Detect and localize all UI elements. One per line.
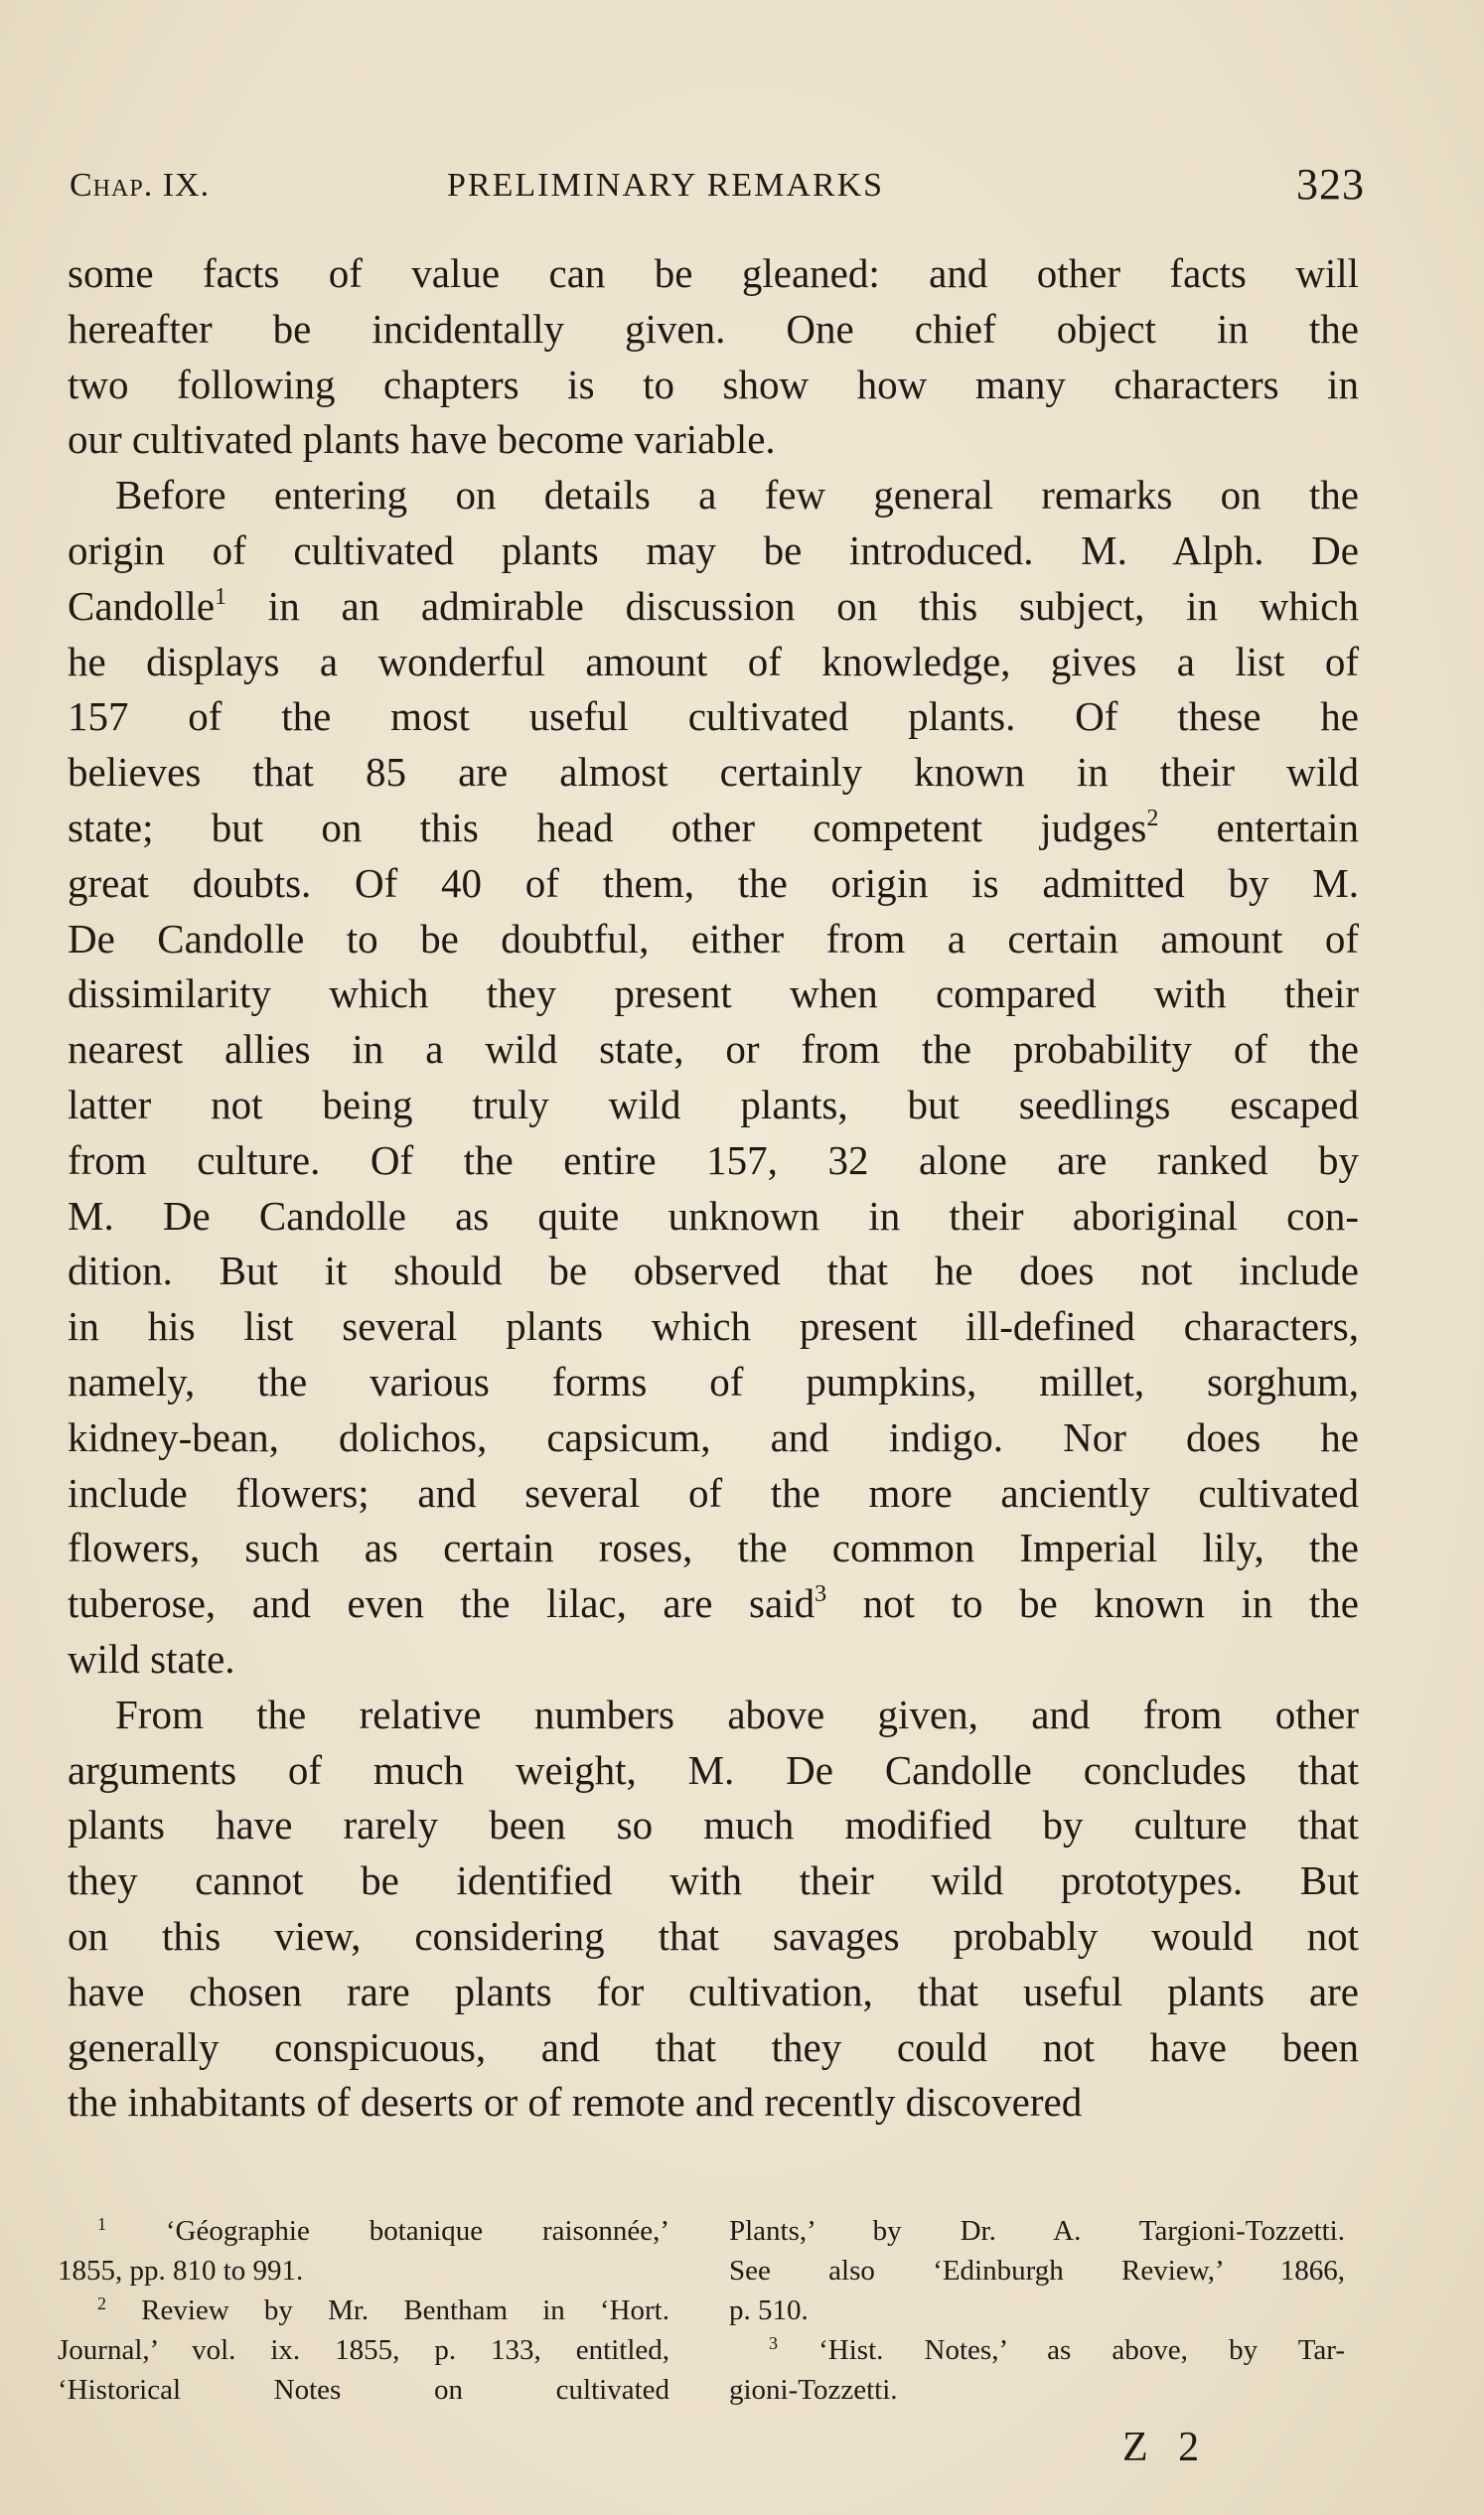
text-segment: wild state. [68, 1635, 235, 1682]
text-line [68, 2020, 1359, 2076]
text-segment: origin of cultivated plants may be introduced. M. Alph. De [68, 526, 1359, 573]
text-segment: namely, the various forms of pumpkins, millet, sorghum, [68, 1358, 1359, 1405]
signature-mark: Z 2 [1122, 2425, 1210, 2470]
footnote-line [58, 2211, 669, 2251]
running-header [70, 159, 1365, 219]
text-segment: Before entering on details a few general remarks on the [115, 472, 1359, 518]
text-line [68, 1466, 1359, 1522]
text-segment: From the relative numbers above given, and from other [115, 1691, 1359, 1737]
footnote-line [729, 2211, 1345, 2251]
text-line [68, 468, 1359, 523]
text-segment: nearest allies in a wild state, or from the probability of the [68, 1026, 1359, 1073]
footnote-line [58, 2370, 669, 2410]
text-line [68, 745, 1359, 801]
text-line [68, 1576, 1359, 1632]
text-line [68, 1022, 1359, 1078]
footnote-text: ‘Géographie botanique raisonnée,’ [106, 2215, 669, 2247]
text-line [68, 1299, 1359, 1355]
text-line [68, 856, 1359, 912]
text-segment: 157 of the most useful cultivated plants. Of these he [68, 693, 1359, 740]
text-line [68, 966, 1359, 1022]
text-segment: from culture. Of the entire 157, 32 alone are ranked by [68, 1136, 1359, 1183]
text-line [68, 1688, 1359, 1743]
text-segment: M. De Candolle as quite unknown in their aboriginal con- [68, 1192, 1359, 1239]
text-line [68, 1965, 1359, 2020]
text-segment: great doubts. Of 40 of them, the origin is admitted by M. [68, 859, 1359, 906]
text-line [68, 1853, 1359, 1909]
text-line [68, 2075, 1359, 2131]
text-segment: dition. But it should be observed that he does not include [68, 1248, 1359, 1294]
text-line [68, 412, 1359, 468]
text-segment: in an admirable discussion on this subject, in which [226, 582, 1359, 629]
footnote-text: Plants,’ by Dr. A. Targioni-Tozzetti. [729, 2215, 1345, 2247]
text-segment: plants have rarely been so much modified by culture that [68, 1802, 1359, 1849]
text-segment: they cannot be identified with their wild prototypes. But [68, 1857, 1359, 1904]
footnote-line [729, 2291, 1345, 2330]
chapter-label: Chap. IX. [70, 167, 211, 204]
footnote-line [58, 2251, 669, 2291]
text-line [68, 801, 1359, 856]
text-segment: some facts of value can be gleaned: and other facts will [68, 250, 1359, 296]
text-segment: on this view, considering that savages probably would not [68, 1912, 1359, 1959]
text-line [68, 579, 1359, 635]
text-segment: our cultivated plants have become variable. [68, 416, 776, 463]
text-segment: hereafter be incidentally given. One chief object in the [68, 305, 1359, 352]
text-segment: not to be known in the [826, 1580, 1359, 1627]
text-line [68, 1632, 1359, 1688]
text-segment: kidney-bean, dolichos, capsicum, and indigo. Nor does he [68, 1413, 1359, 1460]
footnote-ref: 1 [215, 583, 227, 610]
footnote-text: ‘Historical Notes on cultivated [58, 2374, 669, 2406]
footnote-line [729, 2370, 1345, 2410]
page-number: 323 [1296, 160, 1365, 209]
text-segment: generally conspicuous, and that they could not have been [68, 2023, 1359, 2070]
text-segment: tuberose, and even the lilac, are said [68, 1580, 816, 1627]
footnote-line [58, 2330, 669, 2370]
footnote-ref: 2 [1146, 805, 1159, 831]
text-line [68, 1189, 1359, 1245]
footnote-number: 3 [769, 2333, 778, 2353]
text-segment: believes that 85 are almost certainly known in their wild [68, 749, 1359, 796]
text-segment: he displays a wonderful amount of knowledge, gives a list of [68, 638, 1359, 684]
text-segment: two following chapters is to show how many characters in [68, 361, 1359, 407]
text-line [68, 1133, 1359, 1189]
footnote-text: See also ‘Edinburgh Review,’ 1866, [729, 2255, 1345, 2287]
text-segment: De Candolle to be doubtful, either from a certain amount of [68, 915, 1359, 962]
text-line [68, 1078, 1359, 1133]
text-segment: dissimilarity which they present when compared with their [68, 970, 1359, 1017]
footnote-text: 1855, pp. 810 to 991. [58, 2255, 304, 2287]
text-line [68, 358, 1359, 413]
text-line [68, 912, 1359, 967]
text-line [68, 1798, 1359, 1853]
text-segment: arguments of much weight, M. De Candolle concludes that [68, 1746, 1359, 1793]
footnote-text: gioni-Tozzetti. [729, 2374, 898, 2406]
text-line [68, 1743, 1359, 1799]
text-segment: latter not being truly wild plants, but seedlings escaped [68, 1081, 1359, 1127]
text-segment: include flowers; and several of the more anciently cultivated [68, 1469, 1359, 1516]
footnote-text: Review by Mr. Bentham in ‘Hort. [106, 2294, 669, 2326]
text-segment: in his list several plants which present ill-defined characters, [68, 1303, 1359, 1350]
footnote-text: ‘Hist. Notes,’ as above, by Tar- [778, 2334, 1345, 2366]
footnotes-left-column [58, 2211, 669, 2410]
text-line [68, 523, 1359, 579]
footnote-text: p. 510. [729, 2294, 809, 2326]
footnote-text: Journal,’ vol. ix. 1855, p. 133, entitled, [58, 2334, 669, 2366]
footnote-line [58, 2291, 669, 2330]
text-line [68, 1410, 1359, 1466]
text-line [68, 246, 1359, 302]
running-title: PRELIMINARY REMARKS [447, 167, 885, 204]
footnote-line [729, 2251, 1345, 2291]
text-line [68, 302, 1359, 358]
footnote-line [729, 2330, 1345, 2370]
footnote-number: 2 [97, 2293, 106, 2313]
text-segment: have chosen rare plants for cultivation, that useful plants are [68, 1968, 1359, 2014]
text-line [68, 1355, 1359, 1410]
text-segment: entertain [1158, 804, 1359, 850]
footnote-number: 1 [97, 2214, 106, 2234]
text-line [68, 1909, 1359, 1965]
text-segment: state; but on this head other competent judges [68, 804, 1147, 850]
text-line [68, 689, 1359, 745]
text-segment: Candolle [68, 582, 216, 629]
footnotes-right-column [729, 2211, 1345, 2410]
footnote-ref: 3 [815, 1581, 827, 1608]
body-text [68, 246, 1359, 2131]
text-segment: flowers, such as certain roses, the common Imperial lily, the [68, 1525, 1359, 1571]
text-line [68, 635, 1359, 690]
text-segment: the inhabitants of deserts or of remote and recently discovered [68, 2079, 1083, 2126]
text-line [68, 1244, 1359, 1299]
text-line [68, 1521, 1359, 1576]
